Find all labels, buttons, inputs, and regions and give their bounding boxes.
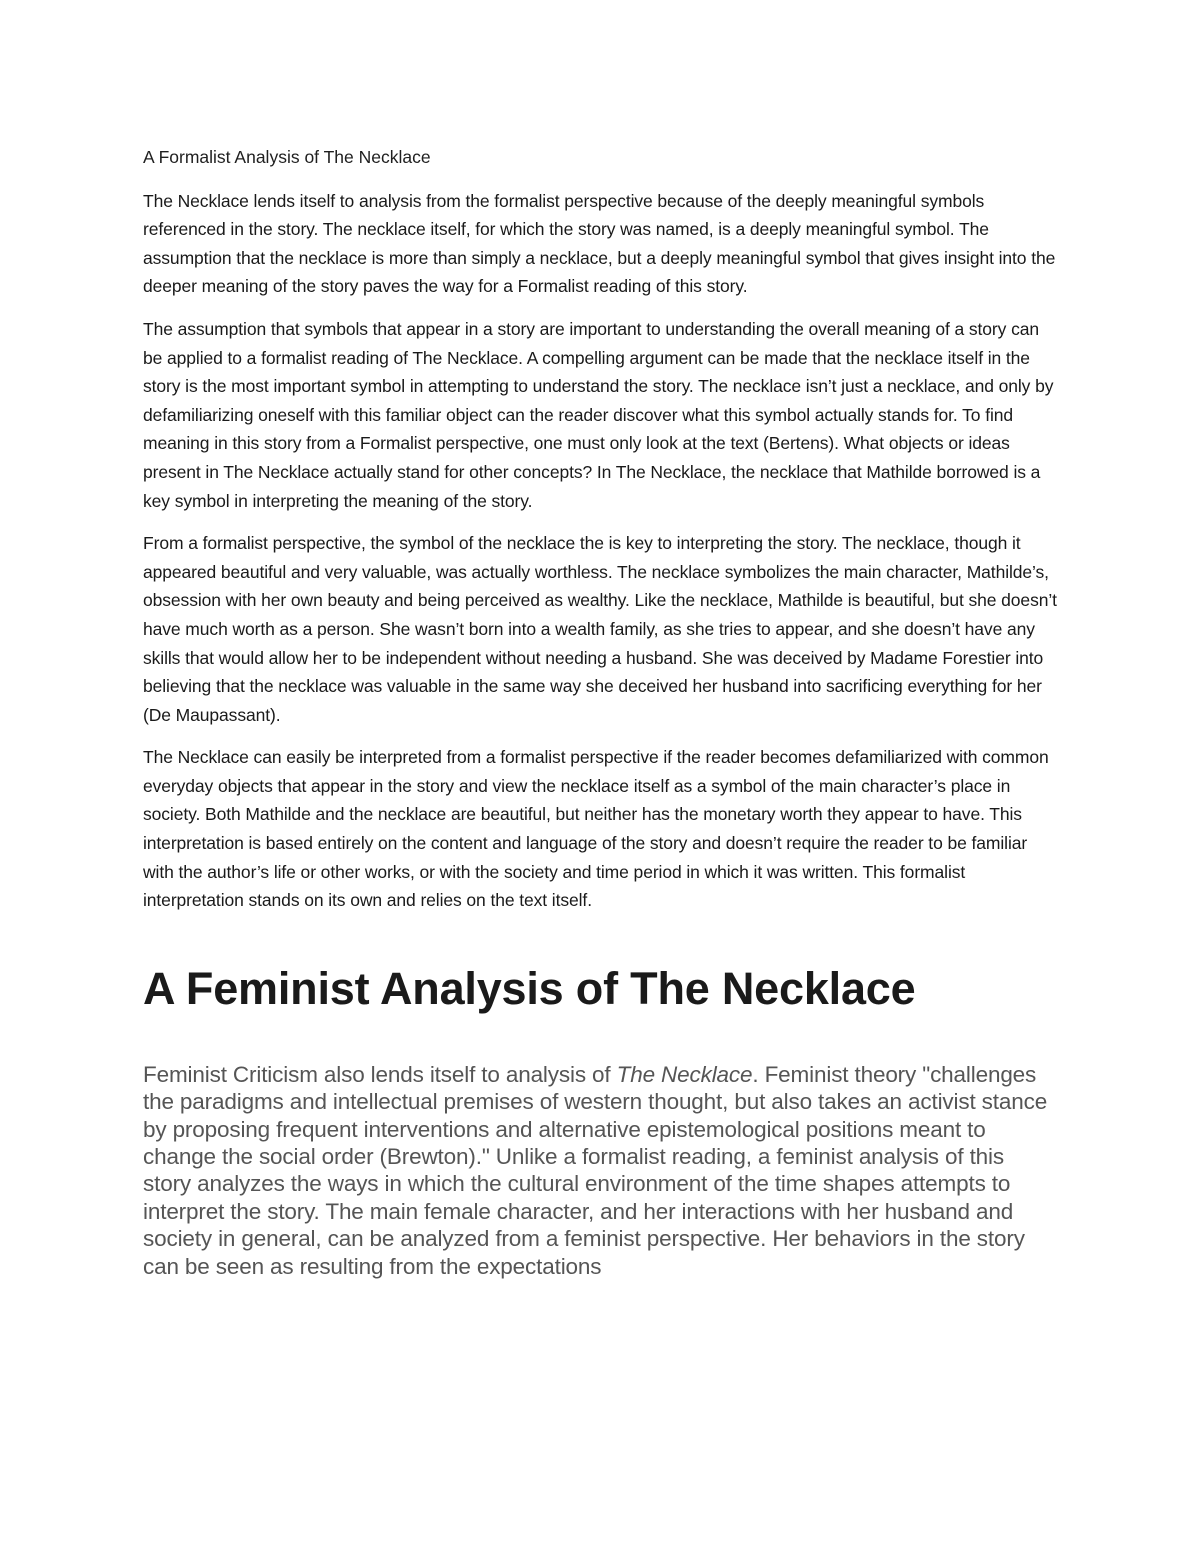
formalist-paragraph-1: The Necklace lends itself to analysis from the formalist perspective because of the deeply meaningful symbols referenced in the story. The necklace itself, for which the story was named, is a deeply meaningful symbol. The assumption that the necklace is more than simply a necklace, but a deeply meaningful symbol that gives insight into the deeper meaning of the story paves the way for a Formalist reading of this story.	[143, 190, 1056, 297]
formalist-paragraph-2: The assumption that symbols that appear in a story are important to understanding the overall meaning of a story can be applied to a formalist reading of The Necklace. A compelling argument can be made that the necklace itself in the story is the most important symbol in attempting to understand the story. The necklace isn’t just a necklace, and only by defamiliarizing oneself with this familiar object can the reader discover what this symbol actually stands for. To find meaning in this story from a Formalist perspective, one must only look at the text (Bertens). What objects or ideas present in The Necklace actually stand for other concepts? In The Necklace, the necklace that Mathilde borrowed is a key symbol in interpreting the meaning of the story.	[143, 318, 1054, 511]
formalist-paragraph-3: From a formalist perspective, the symbol of the necklace the is key to interpreting the story. The necklace, though it appeared beautiful and very valuable, was actually worthless. The necklace symbolizes the main character, Mathilde’s, obsession with her own beauty and being perceived as wealthy. Like the necklace, Mathilde is beautiful, but she doesn’t have much worth as a person. She wasn’t born into a wealth family, as she tries to appear, and she doesn’t have any skills that would allow her to be independent without needing a husband. She was deceived by Madame Forestier into believing that the necklace was valuable in the same way she deceived her husband into sacrificing everything for her (De Maupassant).	[143, 533, 1057, 725]
feminist-italic-title: The Necklace	[616, 1061, 753, 1087]
feminist-body-text: . Feminist theory "challenges the paradigms and intellectual premises of western thought, but also takes an activist stance by proposing frequent interventions and alternative epistemological positions meant to change the social order (Brewton)." Unlike a formalist reading, a feminist analysis of this story analyzes the ways in which the cultural environment of the time shapes attempts to interpret the story. The main female character, and her interactions with her husband and society in general, can be analyzed from a feminist perspective. Her behaviors in the story can be seen as resulting from the expectations	[143, 1061, 1048, 1279]
formalist-paragraph-4: The Necklace can easily be interpreted from a formalist perspective if the reader becomes defamiliarized with common everyday objects that appear in the story and view the necklace itself as a symbol of the main character’s place in society. Both Mathilde and the necklace are beautiful, but neither has the monetary worth they appear to have. This interpretation is based entirely on the content and language of the story and doesn’t require the reader to be familiar with the author’s life or other works, or with the society and time period in which it was written. This formalist interpretation stands on its own and relies on the text itself.	[143, 747, 1049, 911]
feminist-heading: A Feminist Analysis of The Necklace	[143, 962, 916, 1014]
feminist-intro-text: Feminist Criticism also lends itself to analysis of	[143, 1061, 617, 1087]
feminist-paragraph	[143, 1061, 1058, 1280]
formalist-title: A Formalist Analysis of The Necklace	[143, 147, 431, 167]
document-content	[143, 143, 1058, 1280]
